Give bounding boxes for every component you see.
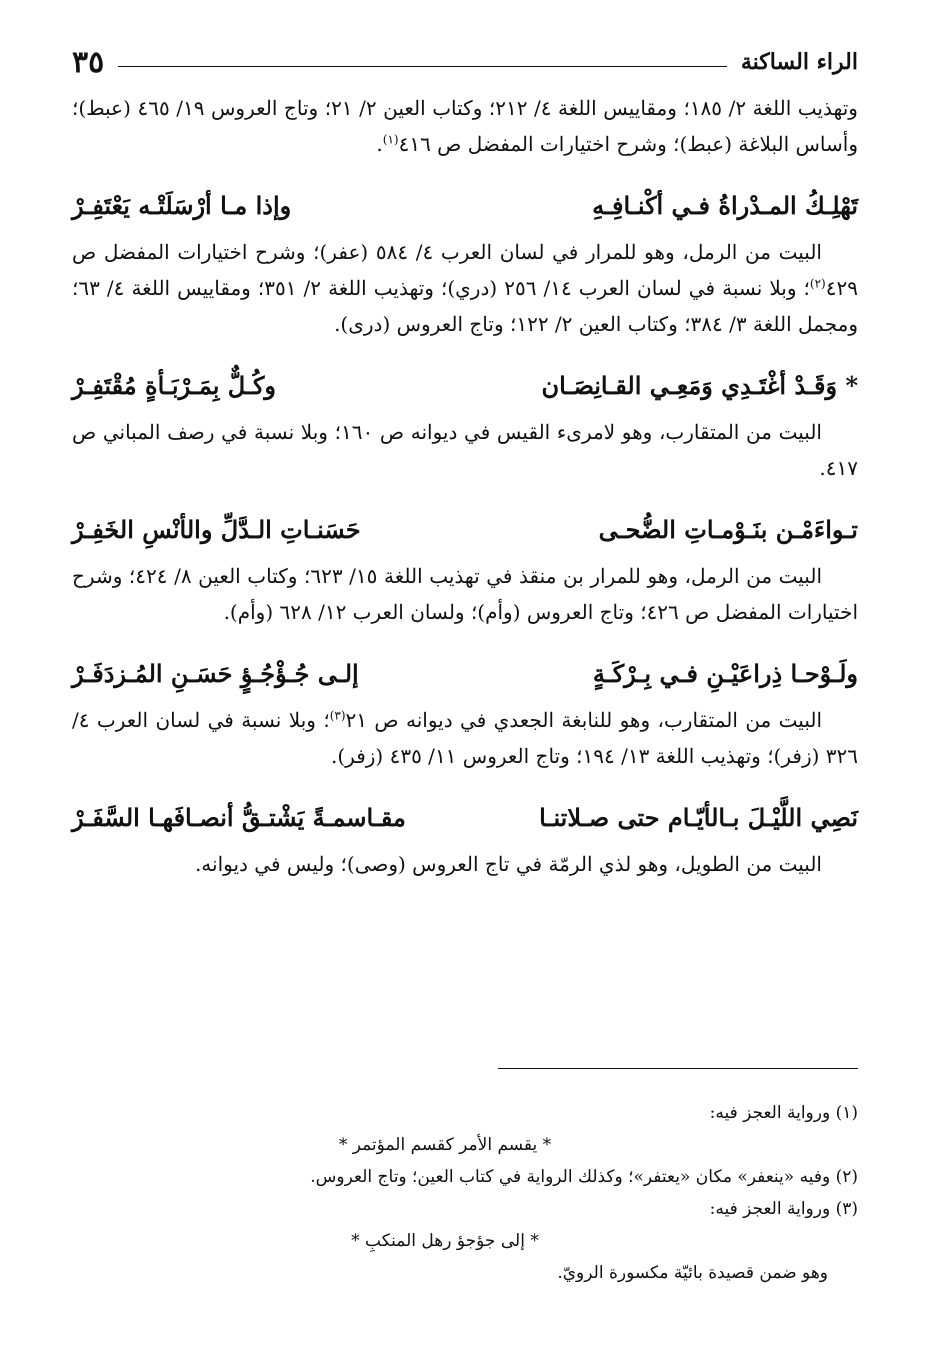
verse-line [72,186,858,226]
running-header [72,40,858,84]
header-rule [118,66,727,67]
citation-paragraph: البيت من المتقارب، وهو لامرىء القيس في ديوانه ص ١٦٠؛ وبلا نسبة في رصف المباني ص ٤١٧. [72,420,858,480]
verse-line [72,798,858,838]
verse-second-hemistich: وكُـلٌّ بِمَـرْبَـأةٍ مُقْتَفِـرْ [72,371,277,400]
verse-line [72,654,858,694]
page-number: ٣٥ [72,44,105,80]
verse-second-hemistich: مقـاسمـةً يَشْتـقُّ أنصـافَهـا السَّفَـرْ [72,803,406,832]
verse-first-hemistich: ولَـوْحـا ذِراعَيْـنِ فـي بِـرْكَـةٍ [592,659,858,688]
verse-second-hemistich: وإذا مـا أرْسَلَتْـه يَعْتَفِـرْ [72,191,292,220]
footnote: (١) ورواية العجز فيه: [709,1103,858,1123]
citation-paragraph: البيت من الطويل، وهو لذي الرمّة في تاج العروس (وصى)؛ وليس في ديوانه. [194,852,822,876]
chapter-title: الراء الساكنة [740,49,858,75]
footnotes-section [72,1068,858,1289]
page-body [72,40,858,882]
citation-paragraph: البيت من الرمل، وهو للمرار في لسان العرب ٤/ ٥٨٤ (عفر)؛ وشرح اختيارات المفضل ص ٤٢٩$^{(٢)}$؛ وبلا نسبة في لسان العرب ١٤/ ٢٥٦ (دري)؛ وتهذيب اللغة ٢/ ٣٥١؛ ومقاييس اللغة ٤/ ٦٣؛ ومجمل اللغة ٣/ ٣٨٤؛ وكتاب العين ٢/ ١٢٢؛ وتاج العروس (درى). [72,240,858,336]
footnote-note: وهو ضمن قصيدة بائيّة مكسورة الرويّ. [557,1263,828,1283]
verse-second-hemistich: إلـى جُـؤْجُـؤٍ حَسَـنِ المُـزدَفَـرْ [72,659,359,688]
footnote-marker: (٢) [809,276,826,291]
verse-line [72,366,858,406]
verse-first-hemistich: تـواءَمْـن بنَـوْمـاتِ الضُّحـى [598,515,858,544]
footnote-verse: * يقسم الأمر كقسم المؤتمر * [338,1135,552,1155]
citation-paragraph: البيت من المتقارب، وهو للنابغة الجعدي في ديوانه ص ٢١$^{(٣)}$؛ وبلا نسبة في لسان العرب ٤/ ٣٢٦ (زفر)؛ وتهذيب اللغة ١٣/ ١٩٤؛ وتاج العروس ١١/ ٤٣٥ (زفر). [72,708,858,768]
verse-line [72,510,858,550]
footnote-separator [498,1068,858,1069]
verse-first-hemistich: تَهْلِـكُ المـدْراةُ فـي أكْنـافِـهِ [592,191,858,220]
footnote-marker: (٣) [329,708,346,723]
citation-paragraph: وتهذيب اللغة ٢/ ١٨٥؛ ومقاييس اللغة ٤/ ٢١٢؛ وكتاب العين ٢/ ٢١؛ وتاج العروس ١٩/ ٤٦٥ (عبط)؛ وأساس البلاغة (عبط)؛ وشرح اختيارات المفضل ص ٤١٦$^{(١)}$. [72,96,858,156]
citation-paragraph: البيت من الرمل، وهو للمرار بن منقذ في تهذيب اللغة ١٥/ ٦٢٣؛ وكتاب العين ٨/ ٤٢٤؛ وشرح اختيارات المفضل ص ٤٢٦؛ وتاج العروس (وأم)؛ ولسان العرب ١٢/ ٦٢٨ (وأم). [72,564,858,624]
verse-first-hemistich: * وَقَـدْ أغْتَـدِي وَمَعِـي القـانِصَـان [541,371,858,400]
footnote-marker: (١) [382,132,399,147]
verse-second-hemistich: حَسَنـاتِ الـدَّلِّ والأنْسِ الخَفِـرْ [72,515,361,544]
verse-first-hemistich: نَصِي اللَّيْـلَ بـالأيّـام حتى صـلاتنـا [539,803,858,832]
footnote-verse: * إلى جؤجؤ رهل المنكبِ * [351,1231,539,1251]
footnote: (٢) وفيه «ينعفر» مكان «يعتفر»؛ وكذلك الرواية في كتاب العين؛ وتاج العروس. [310,1167,858,1187]
footnote: (٣) ورواية العجز فيه: [709,1199,858,1219]
